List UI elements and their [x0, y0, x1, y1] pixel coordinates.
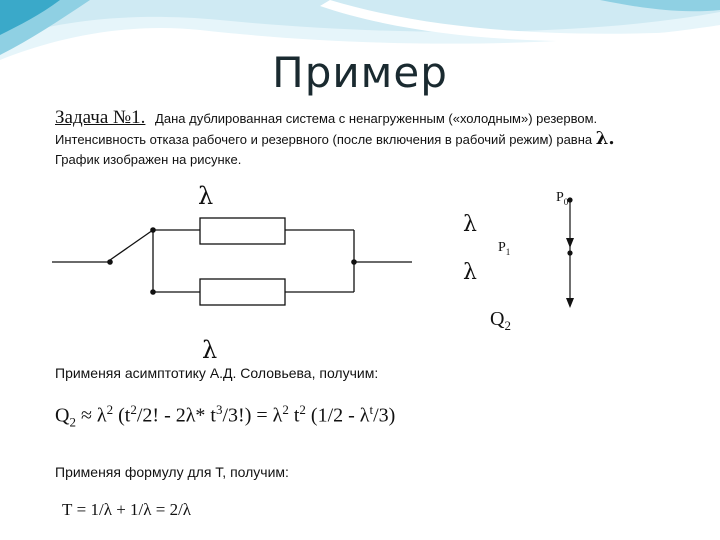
state-p1-letter: P: [498, 240, 506, 255]
step-2-text: Применяя формулу для Т, получим:: [55, 464, 289, 480]
state-p1: [498, 240, 510, 257]
formula-q2-part: /2! - 2λ* t: [136, 404, 216, 427]
transition-lambda-1: λ: [463, 212, 477, 237]
state-q2-sub: 2: [504, 318, 511, 333]
circuit-diagram: [40, 180, 430, 360]
formula-t: Т = 1/λ + 1/λ = 2/λ: [62, 500, 192, 519]
circuit-label-top: λ: [198, 182, 214, 210]
state-p0-letter: P: [556, 190, 564, 205]
formula-q2-exp: 2: [130, 402, 137, 417]
formula-q2-exp: 2: [299, 402, 306, 417]
task-statement: [55, 108, 705, 170]
state-p1-sub: 1: [505, 246, 511, 257]
formula-q2-part: /3): [373, 404, 396, 427]
formula-q2-part: t: [288, 404, 300, 427]
formula-q2-part: /3!) = λ: [222, 404, 283, 427]
state-q2-letter: Q: [490, 308, 505, 330]
formula-q2-q: Q: [55, 404, 70, 427]
state-q2: [490, 308, 511, 334]
circuit-label-bottom: λ: [202, 336, 218, 364]
formula-q2-exp: 3: [216, 402, 223, 417]
task-line-2-symbol: λ.: [595, 128, 615, 149]
step-1-text: Применяя асимптотику А.Д. Соловьева, получим:: [55, 365, 379, 381]
formula-q2-part: (t: [113, 404, 131, 427]
state-p0-sub: 0: [563, 196, 569, 207]
state-transition-diagram: [455, 180, 605, 335]
formula-q2-q-sub: 2: [69, 414, 76, 430]
formula-q2-part: ≈ λ: [75, 404, 107, 427]
formula-q2-exp: 2: [282, 402, 289, 417]
formula-q2-exp: 2: [106, 402, 114, 417]
task-line-3: График изображен на рисунке.: [55, 152, 242, 167]
task-line-2: Интенсивность отказа рабочего и резервного (после включения в рабочий режим) равна: [55, 132, 593, 147]
transition-lambda-2: λ: [463, 260, 477, 285]
formula-q2: [55, 402, 395, 431]
slide-title: Пример: [272, 48, 448, 97]
state-p0: [556, 190, 568, 207]
formula-q2-exp: t: [369, 402, 374, 417]
formula-q2-part: (1/2 - λ: [305, 404, 370, 427]
task-line-1: Дана дублированная система с ненагруженным («холодным») резервом.: [155, 111, 598, 126]
task-label: Задача №1.: [55, 107, 146, 128]
